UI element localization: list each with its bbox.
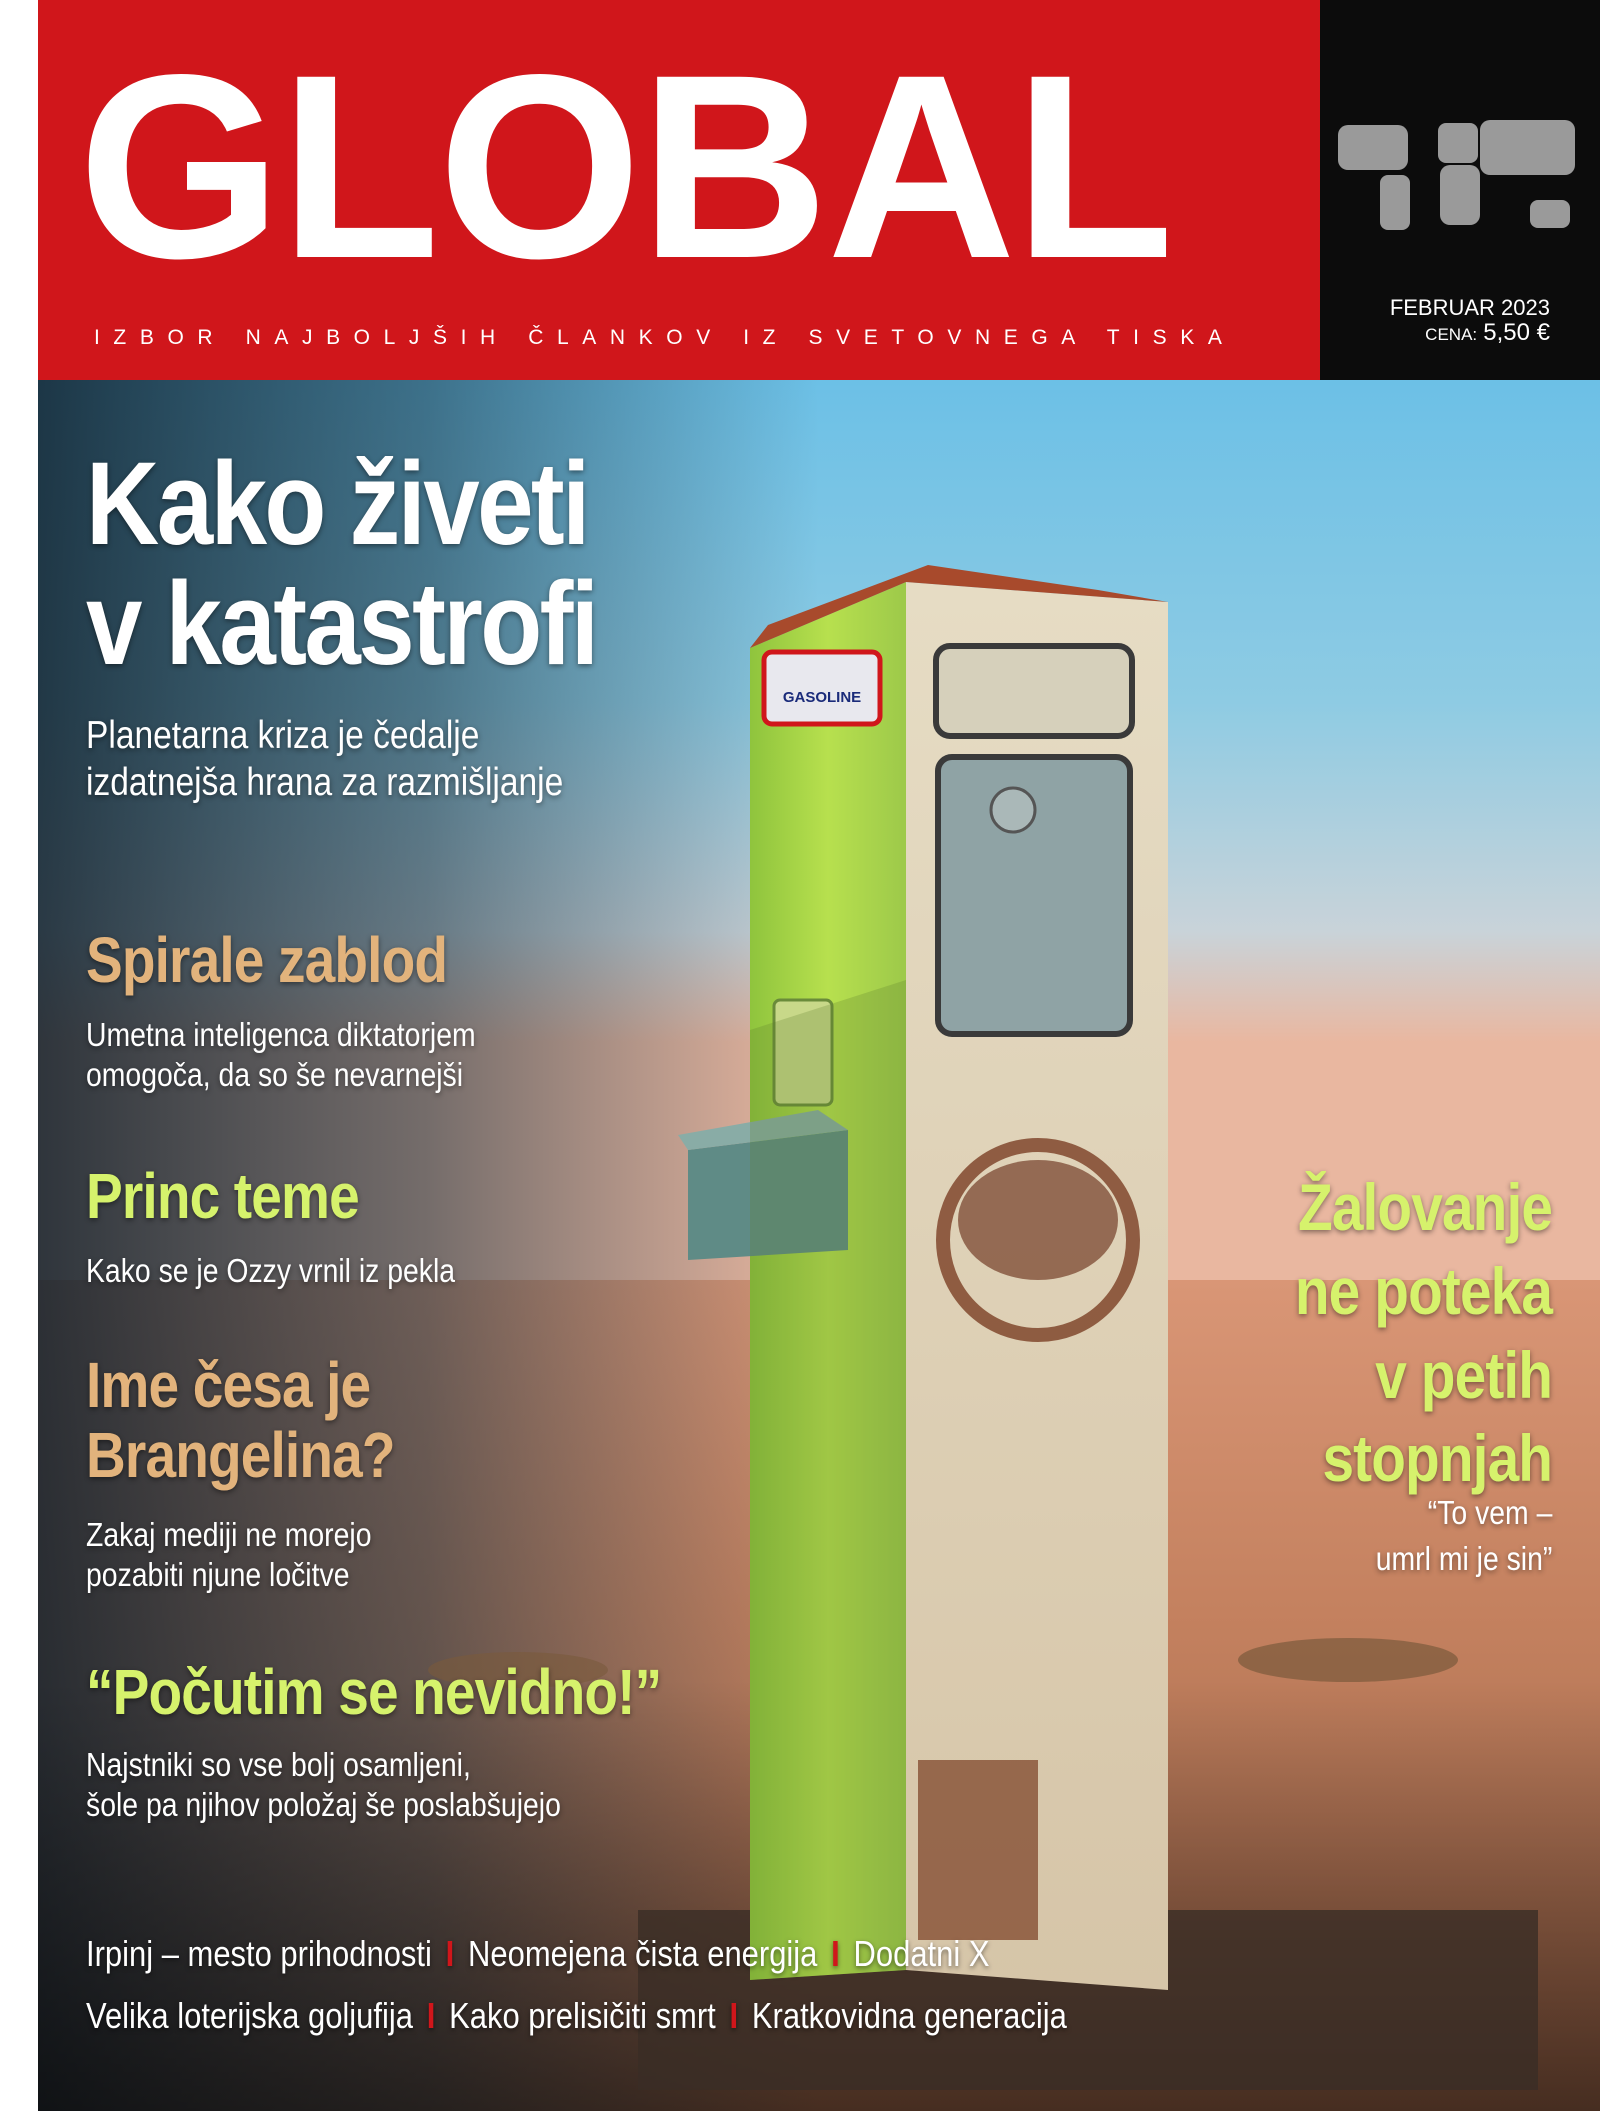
- hero-title-line-2: v katastrofi: [86, 558, 597, 691]
- bottom-topic: Kratkovidna generacija: [751, 1995, 1067, 2036]
- price-label: CENA:: [1425, 325, 1478, 345]
- right-story-quote: [1375, 1490, 1552, 1582]
- right-story-headline-line: ne poteka: [1294, 1253, 1552, 1328]
- story-sub-line: Zakaj mediji ne morejo: [86, 1516, 372, 1553]
- right-story-quote-line: “To vem –: [1427, 1494, 1552, 1531]
- hero-title-line-1: Kako živeti: [86, 438, 588, 570]
- right-story-headline: [1295, 1166, 1552, 1501]
- story-headline-nevidno: “Počutim se nevidno!”: [86, 1656, 662, 1728]
- story-sub-line: Umetna inteligenca diktatorjem: [86, 1016, 476, 1053]
- bottom-topic: Kako prelisičiti smrt: [449, 1995, 716, 2036]
- topic-separator: I: [831, 1933, 840, 1974]
- story-sub-nevidno: [86, 1745, 561, 1826]
- story-headline-brangelina: [86, 1350, 395, 1491]
- story-headline-line: Ime česa je: [86, 1349, 371, 1421]
- topic-separator: I: [729, 1995, 739, 2036]
- tagline: IZBOR NAJBOLJŠIH ČLANKOV IZ SVETOVNEGA TISKA: [94, 326, 1236, 349]
- pump-sign-text: GASOLINE: [782, 689, 862, 706]
- story-headline-princ: Princ teme: [86, 1160, 359, 1232]
- bottom-topic: Irpinj – mesto prihodnosti: [86, 1933, 432, 1974]
- issue-date: FEBRUAR 2023: [1389, 295, 1550, 320]
- topic-separator: I: [426, 1995, 436, 2036]
- topic-separator: I: [445, 1933, 455, 1974]
- story-sub-line: Kako se je Ozzy vrnil iz pekla: [86, 1252, 456, 1289]
- world-map-icon: [1320, 105, 1600, 255]
- right-story-headline-line: v petih: [1375, 1337, 1552, 1412]
- price: 5,50 €: [1483, 319, 1550, 347]
- issue-info: [1390, 296, 1550, 347]
- story-sub-princ: [86, 1251, 455, 1291]
- hero-subtitle-line-1: Planetarna kriza je čedalje: [86, 714, 480, 757]
- masthead: [38, 0, 1320, 380]
- magazine-cover: [38, 0, 1600, 2111]
- story-headline-spirale: Spirale zablod: [86, 924, 448, 996]
- bottom-topic: Neomejena čista energija: [468, 1933, 818, 1974]
- hero-headline: [86, 438, 597, 691]
- story-headline-line: Brangelina?: [86, 1419, 395, 1492]
- hero-subtitle: [86, 713, 563, 807]
- right-story-headline-line: stopnjah: [1322, 1421, 1552, 1496]
- story-sub-line: omogoča, da so še nevarnejši: [86, 1056, 464, 1094]
- story-sub-spirale: [86, 1015, 476, 1096]
- story-sub-line: pozabiti njune ločitve: [86, 1556, 350, 1594]
- story-sub-line: Najstniki so vse bolj osamljeni,: [86, 1746, 471, 1783]
- story-sub-brangelina: [86, 1515, 371, 1596]
- bottom-topics-row-1: [86, 1933, 990, 1975]
- bottom-topic: Velika loterijska goljufija: [86, 1995, 413, 2036]
- bottom-topic: Dodatni X: [853, 1933, 990, 1974]
- bottom-topics-row-2: [86, 1995, 1067, 2037]
- hero-subtitle-line-2: izdatnejša hrana za razmišljanje: [86, 760, 564, 804]
- right-story-headline-line: Žalovanje: [1297, 1170, 1552, 1244]
- right-story-quote-line: umrl mi je sin”: [1375, 1540, 1552, 1578]
- story-sub-line: šole pa njihov položaj še poslabšujejo: [86, 1786, 561, 1824]
- issue-box: [1320, 0, 1600, 380]
- magazine-logo: GLOBAL: [78, 20, 1173, 313]
